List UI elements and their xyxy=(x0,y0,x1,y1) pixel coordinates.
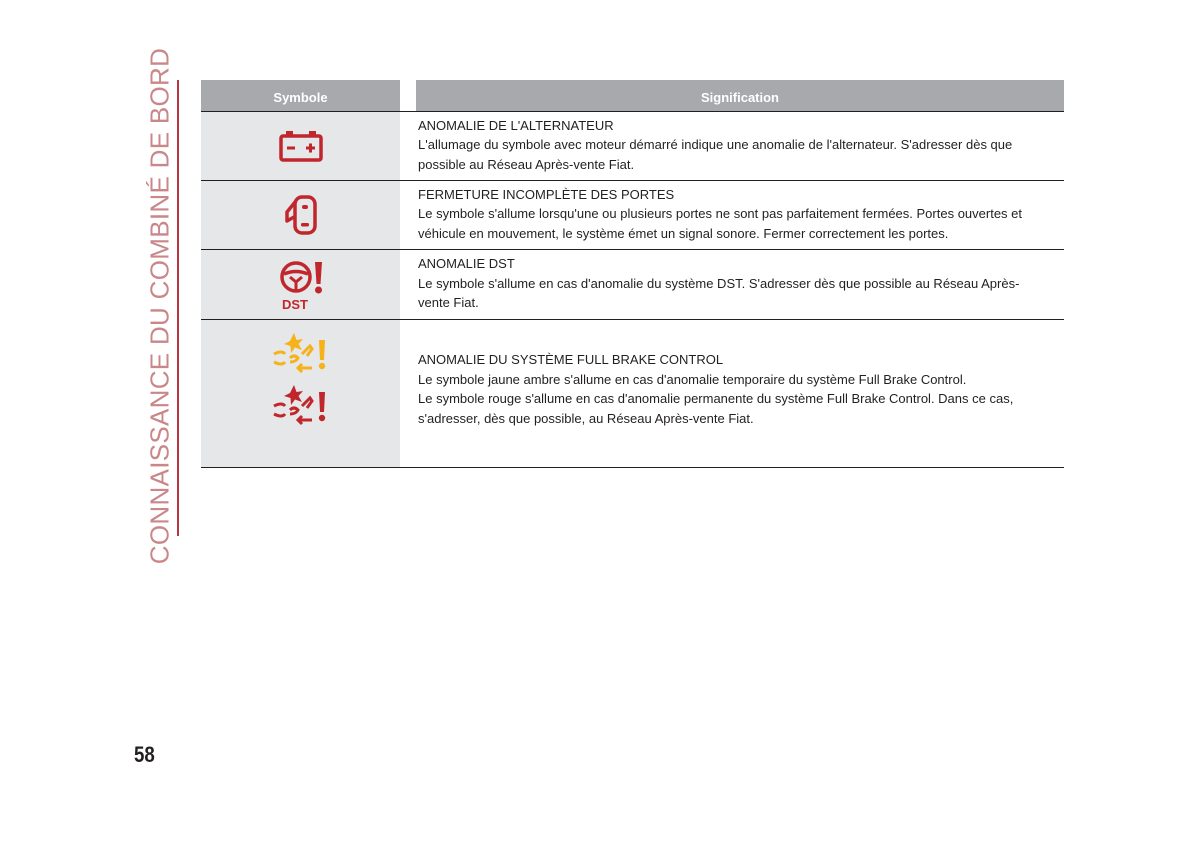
symbols-table xyxy=(201,80,1064,468)
entry-text: s'adresser, dès que possible, au Réseau Après-vente Fiat. xyxy=(418,410,754,426)
table-row xyxy=(201,111,1064,180)
header-meaning: Signification xyxy=(416,80,1064,111)
entry-title: ANOMALIE DE L'ALTERNATEUR xyxy=(418,117,614,133)
entry-title: ANOMALIE DST xyxy=(418,256,515,272)
battery-icon xyxy=(278,129,324,163)
entry-text: Le symbole s'allume lorsqu'une ou plusieurs portes ne sont pas parfaitement fermées. Portes ouvertes et xyxy=(418,206,1023,222)
page-number: 58 xyxy=(134,742,155,767)
table-row xyxy=(201,180,1064,249)
steering-wheel-warning-icon xyxy=(276,258,326,312)
entry-text: Le symbole rouge s'allume en cas d'anomalie permanente du système Full Brake Control. Dans ce cas, xyxy=(418,391,1014,406)
entry-text: véhicule en mouvement, le système émet un signal sonore. Fermer correctement les portes. xyxy=(418,225,949,241)
entry-text: Le symbole jaune ambre s'allume en cas d'anomalie temporaire du système Full Brake Control. xyxy=(418,371,967,387)
symbol-cell xyxy=(201,112,400,180)
symbol-cell xyxy=(201,320,400,467)
meaning-cell xyxy=(416,320,1064,467)
entry-title: FERMETURE INCOMPLÈTE DES PORTES xyxy=(418,186,675,202)
entry-text: vente Fiat. xyxy=(418,295,479,311)
symbol-cell xyxy=(201,181,400,249)
header-symbol: Symbole xyxy=(201,80,400,111)
dst-label: DST xyxy=(281,296,308,312)
entry-text: L'allumage du symbole avec moteur démarré indique une anomalie de l'alternateur. S'adresser dès que xyxy=(418,137,1013,153)
table-row xyxy=(201,249,1064,319)
meaning-cell xyxy=(416,112,1064,180)
meaning-cell xyxy=(416,250,1064,319)
meaning-cell xyxy=(416,181,1064,249)
door-open-icon xyxy=(284,195,318,235)
entry-title: ANOMALIE DU SYSTÈME FULL BRAKE CONTROL xyxy=(418,352,724,367)
entry-text: possible au Réseau Après-vente Fiat. xyxy=(418,156,635,172)
side-title-text: CONNAISSANCE DU COMBINÉ DE BORD xyxy=(144,47,175,565)
table-row xyxy=(201,319,1064,468)
table-header xyxy=(201,80,1064,111)
symbol-cell xyxy=(201,250,400,319)
entry-text: Le symbole s'allume en cas d'anomalie du système DST. S'adresser dès que possible au Réseau Après- xyxy=(418,275,1020,291)
full-brake-control-amber-icon xyxy=(272,332,330,374)
side-rule xyxy=(177,80,179,536)
full-brake-control-red-icon xyxy=(272,384,330,426)
